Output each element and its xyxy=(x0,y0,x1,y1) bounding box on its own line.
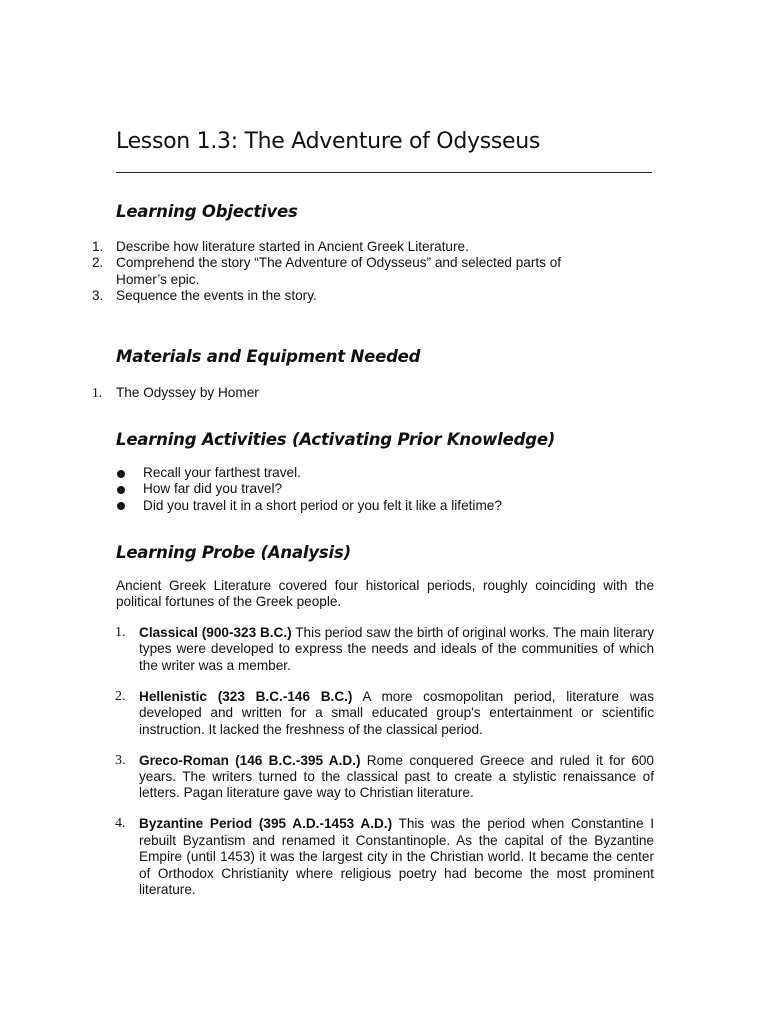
title-divider xyxy=(116,172,652,173)
list-item-number: 1. xyxy=(92,385,103,400)
list-item-text: Describe how literature started in Ancient Greek Literature. xyxy=(116,239,469,254)
bullet-icon xyxy=(117,486,125,494)
list-item xyxy=(80,239,660,255)
list-item-number: 3. xyxy=(92,288,104,304)
bullet-icon xyxy=(117,502,125,510)
periods-list xyxy=(100,625,654,913)
materials-list xyxy=(80,385,660,401)
bullet-icon xyxy=(117,470,125,478)
probe-heading: Learning Probe (Analysis) xyxy=(116,543,351,562)
list-item-number: 3. xyxy=(115,752,126,768)
period-name: Classical (900-323 B.C.) xyxy=(139,625,292,640)
period-description: Rome conquered Greece and ruled it for 600 years. The writers turned to the classical past to create a stylistic renaissance of letters. Pagan literature gave way to Christian literature. xyxy=(139,752,654,801)
list-item-text: Did you travel it in a short period or you felt it like a lifetime? xyxy=(143,497,502,513)
list-item-text: Recall your farthest travel. xyxy=(143,465,301,480)
probe-intro: Ancient Greek Literature covered four historical periods, roughly coinciding with the political fortunes of the Greek people. xyxy=(116,578,654,610)
list-item-number: 2. xyxy=(92,255,104,271)
period-description: A more cosmopolitan period, literature was developed and written for a small educated group's entertainment or scientific instruction. It lacked the freshness of the classical period. xyxy=(139,688,654,737)
list-item xyxy=(100,816,654,898)
materials-heading: Materials and Equipment Needed xyxy=(116,347,421,366)
list-item-text: Comprehend the story “The Adventure of Odysseus” and selected parts of Homer’s epic. xyxy=(116,255,562,287)
objectives-list xyxy=(80,239,660,305)
list-item-text: How far did you travel? xyxy=(143,481,283,497)
list-item xyxy=(100,689,654,738)
list-item xyxy=(116,498,636,514)
activities-list xyxy=(116,465,636,514)
list-item-number: 4. xyxy=(115,816,126,832)
list-item-number: 1. xyxy=(115,625,126,640)
activities-heading: Learning Activities (Activating Prior Knowledge) xyxy=(116,430,556,449)
period-name: Hellenistic (323 B.C.-146 B.C.) xyxy=(139,688,353,704)
period-description: This period saw the birth of original works. The main literary types were developed to express the needs and ideals of the communities of which the writer was a member. xyxy=(139,625,654,673)
list-item-number: 2. xyxy=(115,688,126,704)
objectives-heading: Learning Objectives xyxy=(116,202,298,221)
list-item-text: Sequence the events in the story. xyxy=(116,288,317,304)
period-name: Byzantine Period (395 A.D.-1453 A.D.) xyxy=(139,816,393,832)
period-name: Greco-Roman (146 B.C.-395 A.D.) xyxy=(139,752,361,768)
list-item xyxy=(100,753,654,802)
list-item-number: 1. xyxy=(92,239,104,254)
list-item xyxy=(80,255,660,288)
list-item xyxy=(116,481,636,497)
list-item xyxy=(100,625,654,674)
list-item xyxy=(80,288,660,304)
list-item xyxy=(116,465,636,481)
period-description: This was the period when Constantine I rebuilt Byzantism and renamed it Constantinople. As the capital of the Byzantine Empire (until 1453) it was the largest city in the Christian world. It became the center of Orthodox Christianity where religious poetry had become the most prominent literature. xyxy=(139,816,654,898)
list-item-text: The Odyssey by Homer xyxy=(116,385,259,400)
list-item xyxy=(80,385,660,401)
lesson-title: Lesson 1.3: The Adventure of Odysseus xyxy=(116,129,541,154)
